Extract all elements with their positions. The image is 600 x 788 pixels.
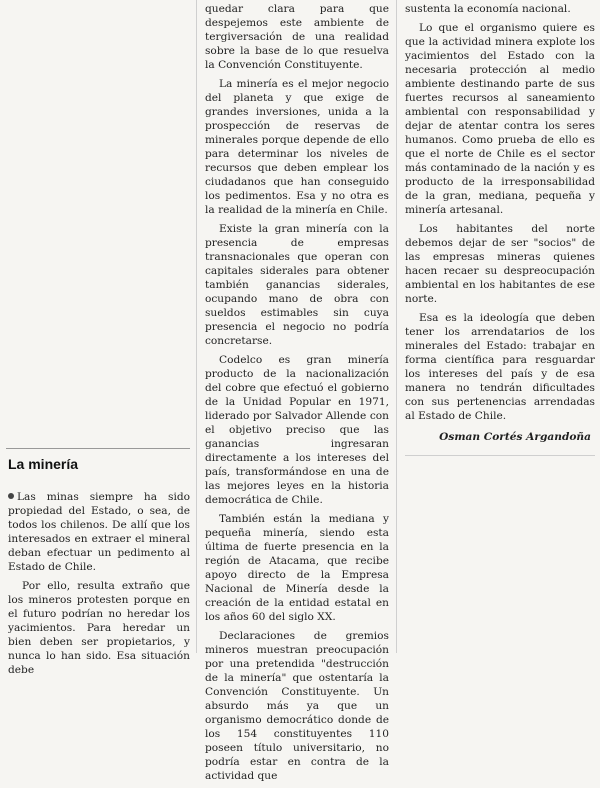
author-signature: Osman Cortés Argandoña [439, 431, 591, 443]
bullet-icon [8, 493, 14, 499]
paragraph: Por ello, resulta extraño que los mineros protesten porque en el futuro podrían no heredar los yacimientos. Para heredar un bien deben ser propietarios, y nunca lo han sido. Esa situación debe [8, 580, 190, 676]
column-1-body [8, 490, 190, 682]
column-2 [196, 0, 395, 782]
paragraph: Esa es la ideología que deben tener los arrendatarios de los minerales del Estado: trabajar en forma científica para resguardar los intereses del país y de esa manera no tendrán dificultades con sus pertenencias arrendadas al Estado de Chile. [405, 312, 595, 422]
paragraph: sustenta la economía nacional. [405, 3, 571, 15]
column-3 [396, 0, 600, 653]
paragraph: La minería es el mejor negocio del planeta y que exige de grandes inversiones, unida a la prospección de reservas de minerales porque depende de ello para determinar los niveles de recursos que deben emplear los ciudadanos que han conseguido los pedimentos. Esa y no otra es la realidad de la minería en Chile. [205, 78, 389, 216]
column-2-body [205, 2, 389, 788]
column-3-body [405, 2, 595, 456]
letter-heading: La minería [8, 456, 79, 472]
section-divider [6, 448, 190, 449]
paragraph: Declaraciones de gremios mineros muestran preocupación por una pretendida "destrucción de la minería" que ostentaría la Convención Constituyente. Un absurdo más ya que un organismo democrático donde de los 154 constituyentes 110 poseen título universitario, no podría estar en contra de la actividad que [205, 630, 389, 782]
paragraph: Las minas siempre ha sido propiedad del Estado, o sea, de todos los chilenos. De allí que los interesados en extraer el mineral deban efectuar un pedimento al Estado de Chile. [8, 491, 190, 573]
paragraph: Lo que el organismo quiere es que la actividad minera explote los yacimientos del Estado con la necesaria protección al medio ambiente destinando parte de sus fuertes recursos al saneamiento ambiental con responsabilidad y dejar de atentar contra los seres humanos. Como prueba de ello es que el norte de Chile es el sector más contaminado de la nación y es producto de la irresponsabilidad de la gran, mediana, pequeña y minería artesanal. [405, 22, 595, 216]
paragraph: Existe la gran minería con la presencia de empresas transnacionales que operan con capitales siderales para obtener también ganancias siderales, ocupando mano de obra con sueldos estimables sin cuya presencia el negocio no podría concretarse. [205, 223, 389, 347]
section-divider [405, 455, 595, 456]
paragraph: Los habitantes del norte debemos dejar de ser "socios" de las empresas mineras quienes hacen recaer su despreocupación ambiental en los habitantes de ese norte. [405, 223, 595, 305]
paragraph: Codelco es gran minería producto de la nacionalización del cobre que efectuó el gobierno de la Unidad Popular en 1971, liderado por Salvador Allende con el objetivo preciso que las ganancias ingresaran directamente a los intereses del país, transformándose en una de las mejores leyes en la historia democrática de Chile. [205, 354, 389, 506]
paragraph: También están la mediana y pequeña minería, siendo esta última de fuerte presencia en la región de Atacama, que recibe apoyo directo de la Empresa Nacional de Minería desde la creación de la entidad estatal en los años 60 del siglo XX. [205, 513, 389, 623]
paragraph: quedar clara para que despejemos este ambiente de tergiversación de una realidad sobre la base de lo que resuelva la Convención Constituyente. [205, 3, 389, 71]
column-1 [0, 0, 196, 676]
